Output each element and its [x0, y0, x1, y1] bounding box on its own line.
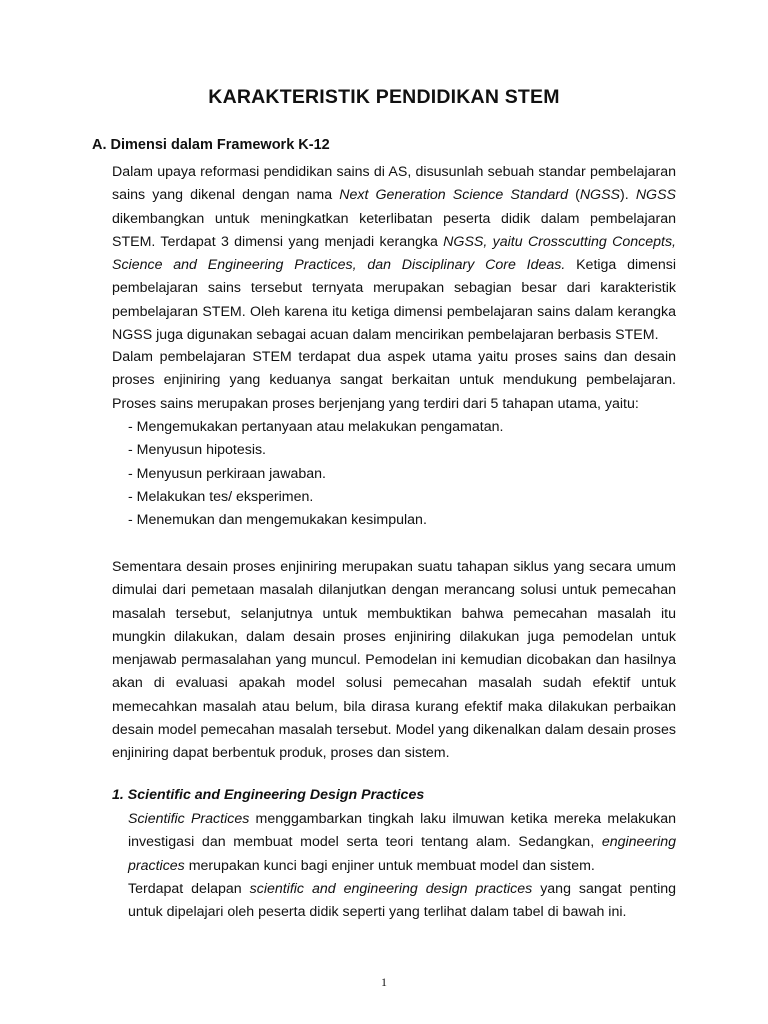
- italic-run: NGSS, yaitu Crosscutting Concepts, Science and Engineering Practices, dan Disciplinary Core Ideas.: [112, 233, 676, 274]
- paragraph-engineering-design: Sementara desain proses enjiniring merupakan suatu tahapan siklus yang secara umum dimulai dari pemetaan masalah dilanjutkan dengan merancang solusi untuk pemecahan masalah tersebut, selanjutnya untuk membuktikan bahwa pemecahan masalah itu mungkin dilakukan, dalam desain proses enjiniring dilakukan juga pemodelan untuk menjawab permasalahan yang muncul. Pemodelan ini kemudian dicobakan dan hasilnya akan di evaluasi apakah model solusi pemecahan masalah sudah efektif untuk memecahkan masalah atau belum, bila dirasa kurang efektif maka dilakukan perbaikan desain model pemecahan masalah tersebut. Model yang dikenalkan dalam desain proses enjiniring dapat berbentuk produk, proses dan sistem.: [112, 559, 676, 762]
- list-item: - Melakukan tes/ eksperimen.: [128, 488, 314, 505]
- subsection-heading: 1. Scientific and Engineering Design Practices: [112, 787, 425, 803]
- text-run: yang sangat penting untuk dipelajari oleh peserta didik seperti yang terlihat dalam tabel di bawah ini.: [128, 881, 677, 921]
- page-title: KARAKTERISTIK PENDIDIKAN STEM: [208, 86, 560, 108]
- page-number: 1: [381, 975, 387, 989]
- text-run: menggambarkan tingkah laku ilmuwan ketika mereka melakukan investigasi dan membuat model serta teori tentang alam. Sedangkan,: [128, 811, 677, 851]
- italic-run: Next Generation Science Standard: [339, 187, 568, 204]
- italic-run: NGSS: [635, 187, 677, 204]
- paragraph-ngss: [112, 161, 676, 347]
- text-run: Ketiga dimensi pembelajaran sains tersebut ternyata merupakan sebagian besar dari karakteristik pembelajaran STEM. Oleh karena itu ketiga dimensi pembelajaran sains dalam kerangka NGSS juga digunakan sebagai acuan dalam mencirikan pembelajaran berbasis STEM.: [112, 257, 676, 344]
- science-process-steps: [128, 416, 503, 532]
- text-run: Dalam upaya reformasi pendidikan sains di AS, disusunlah sebuah standar pembelajaran sains yang dikenal dengan nama: [112, 164, 676, 204]
- italic-run: engineering practices: [128, 834, 676, 874]
- text-run: ).: [620, 187, 636, 204]
- list-item: - Menyusun perkiraan jawaban.: [128, 465, 326, 482]
- text-run: dikembangkan untuk meningkatkan keterlibatan peserta didik dalam pembelajaran STEM. Terdapat 3 dimensi yang menjadi kerangka: [112, 210, 676, 250]
- paragraph-stem-aspects: Dalam pembelajaran STEM terdapat dua aspek utama yaitu proses sains dan desain proses enjiniring yang keduanya sangat berkaitan untuk mendukung pembelajaran. Proses sains merupakan proses berjenjang yang terdiri dari 5 tahapan utama, yaitu:: [112, 349, 676, 412]
- text-run: Terdapat delapan: [128, 881, 250, 897]
- italic-run: scientific and engineering design practices: [249, 881, 533, 897]
- text-run: (: [567, 187, 580, 204]
- list-item: - Mengemukakan pertanyaan atau melakukan pengamatan.: [128, 419, 504, 435]
- paragraph-eight-practices: [128, 878, 676, 925]
- section-a-heading: A. Dimensi dalam Framework K-12: [92, 137, 330, 153]
- text-run: merupakan kunci bagi enjiner untuk membuat model dan sistem.: [184, 857, 595, 874]
- list-item: - Menyusun hipotesis.: [128, 442, 267, 459]
- italic-run: NGSS: [579, 187, 621, 204]
- list-item: - Menemukan dan mengemukakan kesimpulan.: [128, 512, 427, 529]
- italic-run: Scientific Practices: [128, 811, 250, 827]
- paragraph-practices: [128, 808, 676, 878]
